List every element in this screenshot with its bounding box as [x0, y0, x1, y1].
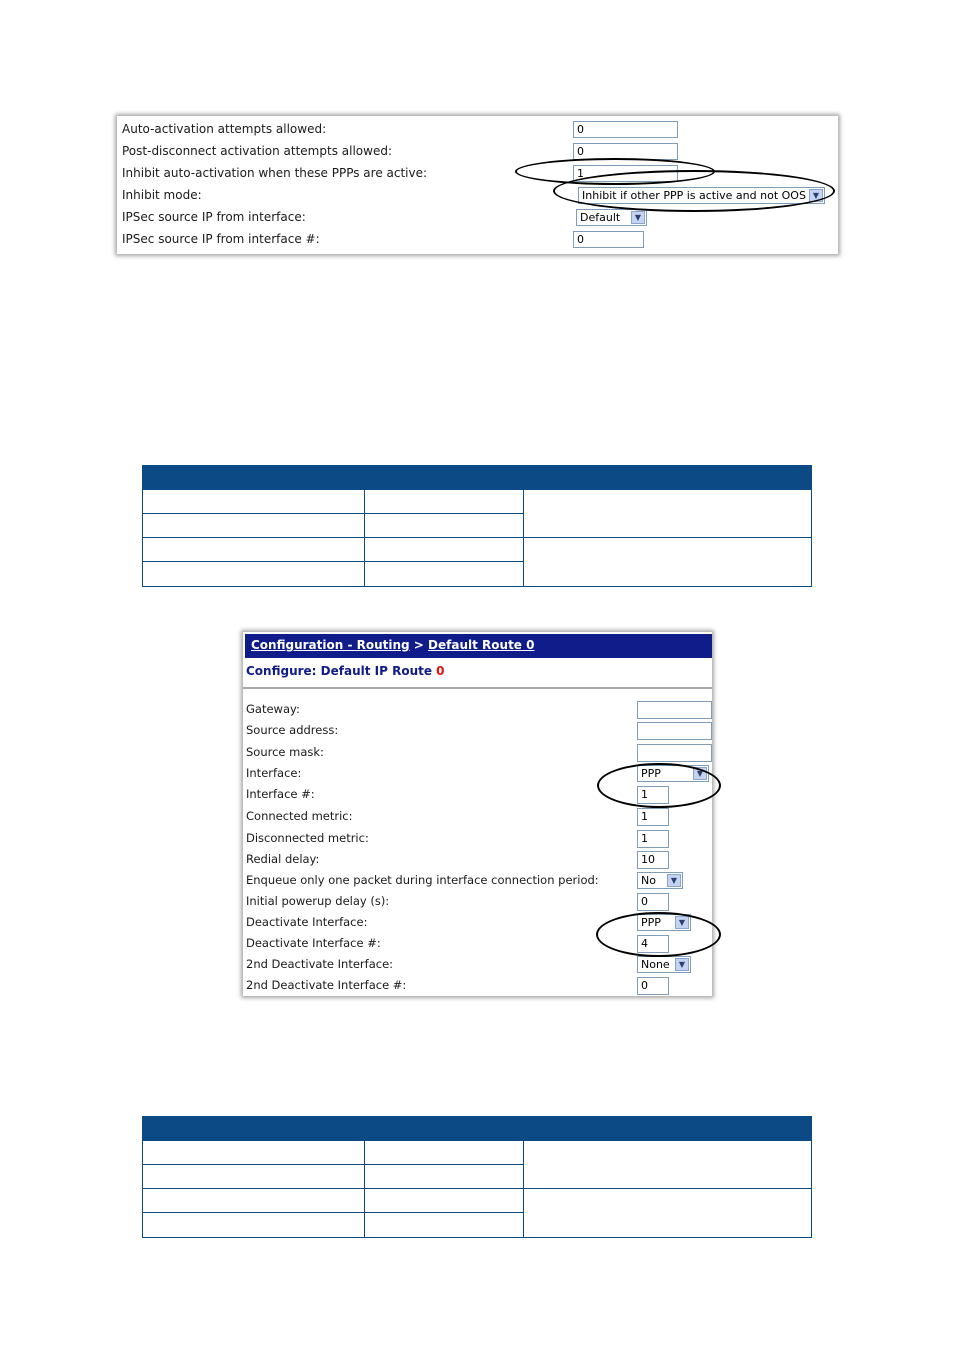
interface-value: PPP: [641, 767, 661, 780]
table-cell: [143, 562, 365, 586]
connected-metric-input[interactable]: 1: [637, 808, 669, 826]
deactivate-interface-num-input[interactable]: 4: [637, 935, 669, 953]
connected-metric-row: [246, 806, 712, 827]
second-deactivate-interface-num-row: [246, 975, 712, 996]
ipsec-source-num-row: [122, 229, 822, 249]
table-cell: [365, 514, 524, 538]
source-address-row: [246, 720, 712, 741]
chevron-down-icon[interactable]: ▼: [809, 189, 823, 202]
chevron-down-icon[interactable]: ▼: [631, 211, 645, 224]
table-cell: [365, 538, 524, 562]
interface-label: Interface:: [246, 766, 302, 780]
divider: [243, 687, 712, 689]
table-cell: [143, 1165, 365, 1189]
disconnected-metric-label: Disconnected metric:: [246, 831, 369, 845]
breadcrumb-separator: >: [409, 638, 429, 652]
table-cell: [524, 1189, 811, 1237]
chevron-down-icon[interactable]: ▼: [693, 767, 707, 780]
table-cell: [365, 490, 524, 514]
enqueue-value: No: [641, 874, 656, 887]
redial-delay-input[interactable]: 10: [637, 851, 669, 869]
table-cell: [365, 1189, 524, 1213]
table-cell: [143, 538, 365, 562]
breadcrumb-link-routing[interactable]: Configuration - Routing: [251, 638, 410, 652]
interface-row: [246, 763, 712, 784]
table-body: [143, 490, 811, 586]
blank-table-1: [142, 465, 812, 587]
enqueue-select[interactable]: [637, 872, 683, 889]
second-deactivate-interface-row: [246, 954, 712, 975]
inhibit-auto-activation-label: Inhibit auto-activation when these PPPs are active:: [122, 166, 428, 180]
ipsec-source-num-input[interactable]: 0: [573, 231, 644, 248]
table-cell: [143, 1213, 365, 1237]
default-route-panel: [243, 632, 712, 996]
chevron-down-icon[interactable]: ▼: [667, 874, 681, 887]
post-disconnect-label: Post-disconnect activation attempts allowed:: [122, 144, 392, 158]
inhibit-mode-select[interactable]: [578, 187, 825, 204]
redial-delay-label: Redial delay:: [246, 852, 320, 866]
ppp-settings-panel: [117, 116, 838, 254]
redial-delay-row: [246, 849, 712, 870]
breadcrumb-link-default-route[interactable]: Default Route 0: [428, 638, 535, 652]
powerup-delay-input[interactable]: 0: [637, 893, 669, 911]
powerup-delay-row: [246, 891, 712, 912]
disconnected-metric-row: [246, 828, 712, 849]
deactivate-interface-num-row: [246, 933, 712, 954]
table-body: [143, 1141, 811, 1237]
inhibit-auto-activation-row: [122, 163, 822, 183]
auto-activation-input[interactable]: 0: [573, 121, 678, 138]
deactivate-interface-num-label: Deactivate Interface #:: [246, 936, 381, 950]
enqueue-label: Enqueue only one packet during interface connection period:: [246, 873, 599, 887]
source-address-label: Source address:: [246, 723, 339, 737]
source-address-input[interactable]: [637, 722, 712, 740]
second-deactivate-interface-select[interactable]: [637, 956, 691, 973]
deactivate-interface-select[interactable]: [637, 914, 691, 931]
second-deactivate-interface-num-label: 2nd Deactivate Interface #:: [246, 978, 407, 992]
table-cell: [524, 538, 811, 586]
page-title: [246, 664, 445, 678]
enqueue-row: [246, 870, 712, 891]
interface-num-row: [246, 784, 712, 805]
page-title-number: 0: [436, 664, 445, 678]
second-deactivate-interface-num-input[interactable]: 0: [637, 977, 669, 995]
inhibit-mode-value: Inhibit if other PPP is active and not OOS: [582, 189, 806, 202]
deactivate-interface-label: Deactivate Interface:: [246, 915, 368, 929]
gateway-row: [246, 699, 712, 720]
table-cell: [143, 1141, 365, 1165]
interface-num-input[interactable]: 1: [637, 786, 669, 804]
breadcrumb: [245, 634, 712, 658]
table-cell: [143, 490, 365, 514]
table-cell: [365, 1165, 524, 1189]
table-cell: [365, 1141, 524, 1165]
interface-select[interactable]: [637, 765, 709, 782]
auto-activation-label: Auto-activation attempts allowed:: [122, 122, 327, 136]
table-cell: [365, 1213, 524, 1237]
table-cell: [365, 562, 524, 586]
auto-activation-row: [122, 119, 822, 139]
inhibit-mode-row: [122, 185, 822, 205]
chevron-down-icon[interactable]: ▼: [675, 916, 689, 929]
connected-metric-label: Connected metric:: [246, 809, 353, 823]
source-mask-input[interactable]: [637, 744, 712, 762]
blank-table-2: [142, 1116, 812, 1238]
source-mask-row: [246, 742, 712, 763]
chevron-down-icon[interactable]: ▼: [675, 958, 689, 971]
second-deactivate-interface-label: 2nd Deactivate Interface:: [246, 957, 394, 971]
interface-num-label: Interface #:: [246, 787, 315, 801]
inhibit-ppps-input[interactable]: 1: [573, 165, 678, 182]
table-cell: [524, 490, 811, 538]
deactivate-interface-value: PPP: [641, 916, 661, 929]
ipsec-source-select[interactable]: [576, 209, 647, 226]
table-cell: [524, 1141, 811, 1189]
table-cell: [143, 514, 365, 538]
inhibit-mode-label: Inhibit mode:: [122, 188, 202, 202]
table-cell: [143, 1189, 365, 1213]
powerup-delay-label: Initial powerup delay (s):: [246, 894, 390, 908]
post-disconnect-row: [122, 141, 822, 161]
post-disconnect-input[interactable]: 0: [573, 143, 678, 160]
ipsec-source-num-label: IPSec source IP from interface #:: [122, 232, 320, 246]
deactivate-interface-row: [246, 912, 712, 933]
disconnected-metric-input[interactable]: 1: [637, 830, 669, 848]
source-mask-label: Source mask:: [246, 745, 324, 759]
gateway-label: Gateway:: [246, 702, 300, 716]
table-header: [143, 466, 811, 490]
gateway-input[interactable]: [637, 701, 712, 719]
page-title-text: Configure: Default IP Route: [246, 664, 437, 678]
second-deactivate-interface-value: None: [641, 958, 670, 971]
ipsec-source-label: IPSec source IP from interface:: [122, 210, 306, 224]
ipsec-source-row: [122, 207, 822, 227]
table-header: [143, 1117, 811, 1141]
ipsec-source-value: Default: [580, 211, 621, 224]
